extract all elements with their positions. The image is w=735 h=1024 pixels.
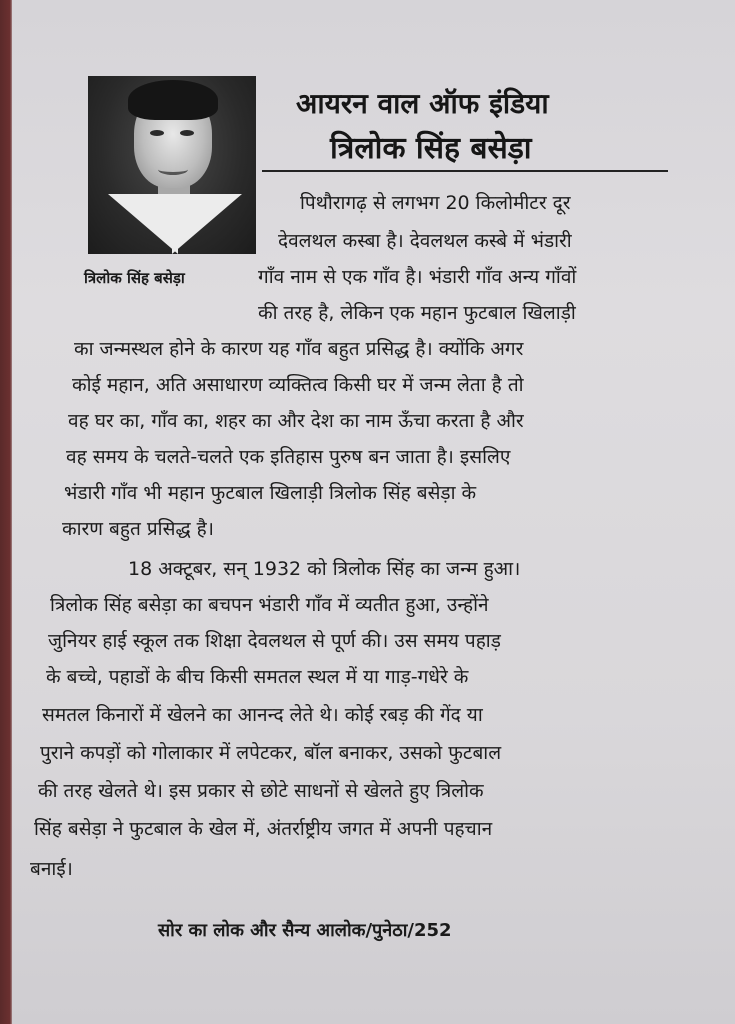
body-line: समतल किनारों में खेलने का आनन्द लेते थे। कोई रबड़ की गेंद या: [42, 704, 483, 726]
body-line: त्रिलोक सिंह बसेड़ा का बचपन भंडारी गाँव में व्यतीत हुआ, उन्होंने: [50, 594, 489, 616]
article-title-line2: त्रिलोक सिंह बसेड़ा: [330, 131, 532, 166]
body-line: बनाई।: [30, 858, 73, 880]
body-line: देवलथल कस्बा है। देवलथल कस्बे में भंडारी: [278, 230, 572, 252]
source-citation: सोर का लोक और सैन्य आलोक/पुनेठा/252: [158, 920, 452, 941]
body-line: भंडारी गाँव भी महान फुटबाल खिलाड़ी त्रिलोक सिंह बसेड़ा के: [64, 482, 477, 504]
article-title-line1: आयरन वाल ऑफ इंडिया: [296, 87, 549, 120]
body-line: की तरह खेलते थे। इस प्रकार से छोटे साधनों से खेलते हुए त्रिलोक: [38, 780, 484, 802]
body-line: के बच्चे, पहाडों के बीच किसी समतल स्थल में या गाड़-गधेरे के: [46, 666, 469, 688]
body-line: गाँव नाम से एक गाँव है। भंडारी गाँव अन्य गाँवों: [258, 266, 577, 288]
portrait-photo: [88, 76, 256, 254]
body-line: की तरह है, लेकिन एक महान फुटबाल खिलाड़ी: [258, 302, 576, 324]
body-line: का जन्मस्थल होने के कारण यह गाँव बहुत प्रसिद्ध है। क्योंकि अगर: [74, 338, 524, 360]
body-line: सिंह बसेड़ा ने फुटबाल के खेल में, अंतर्राष्ट्रीय जगत में अपनी पहचान: [34, 818, 493, 840]
body-line: कारण बहुत प्रसिद्ध है।: [62, 518, 214, 540]
title-divider: [262, 170, 668, 172]
body-line: वह घर का, गाँव का, शहर का और देश का नाम ऊँचा करता है और: [68, 410, 524, 432]
photo-caption: त्रिलोक सिंह बसेड़ा: [84, 269, 185, 287]
body-line: जुनियर हाई स्कूल तक शिक्षा देवलथल से पूर्ण की। उस समय पहाड़: [48, 630, 501, 652]
body-line: वह समय के चलते-चलते एक इतिहास पुरुष बन जाता है। इसलिए: [66, 446, 511, 468]
body-line: पुराने कपड़ों को गोलाकार में लपेटकर, बॉल बनाकर, उसको फुटबाल: [40, 742, 502, 764]
body-line: कोई महान, अति असाधारण व्यक्तित्व किसी घर में जन्म लेता है तो: [72, 374, 524, 396]
body-line: पिथौरागढ़ से लगभग 20 किलोमीटर दूर: [300, 192, 571, 214]
body-line: 18 अक्टूबर, सन् 1932 को त्रिलोक सिंह का जन्म हुआ।: [128, 558, 521, 580]
